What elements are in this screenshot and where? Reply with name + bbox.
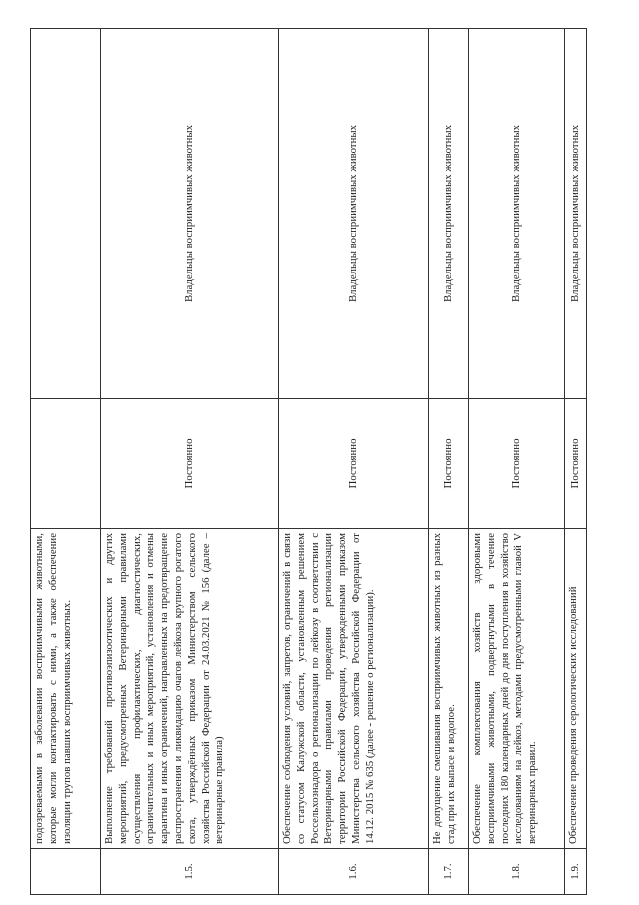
table-row	[101, 29, 279, 895]
measures-table	[30, 28, 587, 895]
row-number: 1.8.	[469, 849, 565, 895]
responsible-cell: Владельцы восприимчивых животных	[469, 29, 565, 399]
term-cell: Постоянно	[429, 399, 469, 529]
action-cell: Обеспечение проведения серологических исследований	[565, 529, 587, 849]
table-row	[429, 29, 469, 895]
action-cell: Выполнение требований противоэпизоотических и других мероприятий, предусмотренных Ветеринарными правилами осуществления профилактических, диагностических, ограничительных и иных мероприятий, установления и отмены карантина и иных ограничений, направленных на предотвращение распространения и ликвидацию очагов лейкоза крупного рогатого скота, утверждённых приказом Министерством сельского хозяйства Российской Федерации от 24.03.2021 № 156 (далее – ветеринарные правила)	[101, 529, 279, 849]
action-cell: подозреваемыми в заболевании восприимчивыми животными, которые могли контактировать с ними, а также обеспечение изоляции трупов павших восприимчивых животных.	[31, 529, 101, 849]
responsible-cell: Владельцы восприимчивых животных	[565, 29, 587, 399]
action-cell: Не допущение смешивания восприимчивых животных из разных стад при их выпасе и водопое.	[429, 529, 469, 849]
term-cell: Постоянно	[469, 399, 565, 529]
row-number: 1.7.	[429, 849, 469, 895]
row-number	[31, 849, 101, 895]
action-cell: Обеспечение комплектования хозяйств здоровыми восприимчивыми животными, подвергнутыми в течение последних 180 календарных дней до дня поступления в хозяйство исследованиям на лейкоз, методами предусмотренными главой V ветеринарных правил.	[469, 529, 565, 849]
responsible-cell: Владельцы восприимчивых животных	[429, 29, 469, 399]
table-row	[565, 29, 587, 895]
responsible-cell: Владельцы восприимчивых животных	[279, 29, 429, 399]
table-row	[31, 29, 101, 895]
table-row	[469, 29, 565, 895]
row-number: 1.9.	[565, 849, 587, 895]
action-cell: Обеспечение соблюдения условий, запретов, ограничений в связи со статусом Калужской области, установленным решением Россельхознадора о регионализации по лейкозу в соответствии с Ветеринарными правилами проведения регионализации территории Российской Федерации, утвержденными приказом Министерства сельского хозяйства Российской Федерации от 14.12. 2015 № 635 (далее - решение о регионализации).	[279, 529, 429, 849]
term-cell	[31, 399, 101, 529]
responsible-cell: Владельцы восприимчивых животных	[101, 29, 279, 399]
responsible-cell	[31, 29, 101, 399]
term-cell: Постоянно	[101, 399, 279, 529]
table-row	[279, 29, 429, 895]
term-cell: Постоянно	[565, 399, 587, 529]
row-number: 1.6.	[279, 849, 429, 895]
term-cell: Постоянно	[279, 399, 429, 529]
row-number: 1.5.	[101, 849, 279, 895]
